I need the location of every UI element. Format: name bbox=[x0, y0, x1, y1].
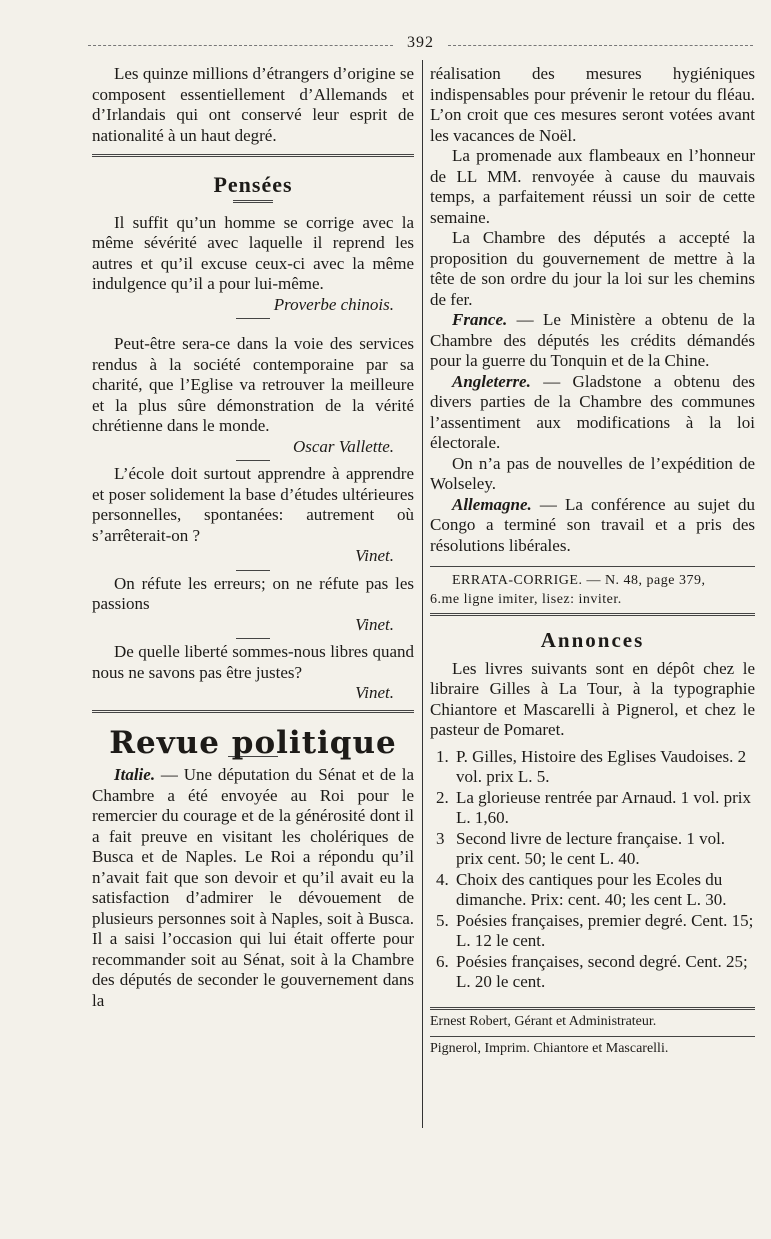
divider bbox=[236, 460, 270, 461]
list-item bbox=[430, 870, 755, 911]
list-item bbox=[430, 952, 755, 993]
pensees-heading: Pensées bbox=[213, 172, 293, 197]
divider bbox=[236, 318, 270, 319]
section-rule bbox=[430, 1036, 755, 1037]
country-label: Italie. bbox=[114, 765, 156, 784]
annonces-intro: Les livres suivants sont en dépôt chez le libraire Gilles à La Tour, à la typographie Chiantore et Mascarelli à Pignerol, et chez le pasteur de Pomaret. bbox=[430, 658, 755, 739]
section-rule bbox=[430, 1007, 755, 1010]
book-list bbox=[430, 747, 755, 993]
left-column bbox=[92, 64, 414, 1011]
item-text: Second livre de lecture française. 1 vol. prix cent. 50; le cent L. 40. bbox=[456, 828, 726, 868]
pensee-author: Proverbe chinois. bbox=[273, 294, 394, 314]
spacer bbox=[92, 322, 414, 334]
angleterre-paragraph bbox=[430, 372, 755, 454]
item-number: 2. bbox=[436, 787, 449, 807]
item-number: 3 bbox=[436, 828, 445, 848]
right-column bbox=[430, 64, 755, 1060]
annonces-heading: Annonces bbox=[540, 628, 645, 652]
section-rule bbox=[430, 613, 755, 616]
list-item bbox=[430, 911, 755, 952]
item-number: 4. bbox=[436, 869, 449, 889]
list-item bbox=[430, 829, 755, 870]
pensee-author: Vinet. bbox=[355, 683, 394, 702]
heading-ornament bbox=[233, 200, 273, 203]
item-text: La glorieuse rentrée par Arnaud. 1 vol. prix L. 1,60. bbox=[456, 787, 752, 827]
header-rule-right bbox=[448, 45, 753, 46]
pensee-text: Il suffit qu’un homme se corrige avec la même sévérité avec laquelle il reprend les autres et qu’il excuse ceux-ci avec la même indulgence qu’il a pour lui-même. bbox=[92, 212, 414, 293]
france-paragraph bbox=[430, 310, 755, 372]
allemagne-paragraph bbox=[430, 495, 755, 557]
pensee-text: De quelle liberté sommes-nous libres quand nous ne savons pas être justes? bbox=[92, 642, 414, 682]
errata-line: ERRATA-CORRIGE. — N. 48, page 379, bbox=[452, 573, 706, 588]
pensee-text: On réfute les erreurs; on ne réfute pas les passions bbox=[92, 573, 414, 613]
section-rule bbox=[92, 710, 414, 713]
item-number: 6. bbox=[436, 951, 449, 971]
item-text: Poésies françaises, premier degré. Cent. 15; L. 12 le cent. bbox=[456, 910, 754, 950]
item-text: Choix des cantiques pour les Ecoles du dimanche. Prix: cent. 40; les cent L. 30. bbox=[456, 869, 727, 909]
pensee-author: Vinet. bbox=[355, 614, 394, 634]
pensee-author: Vinet. bbox=[355, 546, 394, 565]
list-item bbox=[430, 747, 755, 788]
item-text: P. Gilles, Histoire des Eglises Vaudoises. 2 vol. prix L. 5. bbox=[456, 746, 747, 786]
news-paragraph: On n’a pas de nouvelles de l’expédition de Wolseley. bbox=[430, 453, 755, 493]
section-rule bbox=[430, 566, 755, 567]
angleterre-text: — Gladstone a obtenu des divers parties de la Chambre des communes l’assentiment aux modifications à la loi électorale. bbox=[430, 371, 755, 452]
page-header bbox=[88, 34, 753, 54]
news-paragraph: La promenade aux flambeaux en l’honneur de LL MM. renvoyée à cause du mauvais temps, a parfaitement réussi un soir de cette semaine. bbox=[430, 146, 755, 227]
pensee-text: Peut-être sera-ce dans la voie des services rendus à la société contemporaine par sa charité, que l’Eglise va retrouver la meilleure et la plus sûre démonstration de la vérité chrétienne dans le monde. bbox=[92, 334, 414, 435]
news-paragraph: La Chambre des députés a accepté la proposition du gouvernement de mettre à la tête de son ordre du jour la loi sur les chemins de fer. bbox=[430, 228, 755, 309]
intro-paragraph: Les quinze millions d’étrangers d’origine se composent essentiellement d’Allemands et d’Irlandais qui ont conservé leur esprit de nationalité à un haut degré. bbox=[92, 64, 414, 145]
divider bbox=[236, 570, 270, 571]
italie-text: — Une députation du Sénat et de la Chambre a été envoyée au Roi pour le remercier du courage et de la générosité dont il a fait preuve en visitant les cholériques de Busca et de Naples. Le Roi a répondu qu’il n’avait fait que son devoir et qu’il avait eu la satisfaction d’admirer le dévouement de plusieurs personnes soit à Naples, soit à Busca. Il a saisi l’occasion qui lui était offerte pour recommander soit au Sénat, soit à la Chambre des députés de seconder le gouvernement dans la bbox=[92, 765, 414, 1010]
printer-line: Pignerol, Imprim. Chiantore et Mascarelli. bbox=[430, 1041, 669, 1056]
column-divider bbox=[422, 60, 423, 1128]
allemagne-text: — La conférence au sujet du Congo a terminé son travail et a pris des résolutions libérales. bbox=[430, 494, 755, 555]
france-text: — Le Ministère a obtenu de la Chambre des députés les crédits démandés pour la guerre du Tonquin et de la Chine. bbox=[430, 310, 755, 370]
page-number: 392 bbox=[407, 34, 434, 51]
country-label: Angleterre. bbox=[452, 371, 531, 391]
divider bbox=[236, 638, 270, 639]
list-item bbox=[430, 788, 755, 829]
italie-paragraph bbox=[92, 765, 414, 1011]
country-label: Allemagne. bbox=[452, 494, 532, 514]
item-number: 5. bbox=[436, 910, 449, 930]
pensee-text: L’école doit surtout apprendre à apprendre et poser solidement la base d’études ultérieures personnelles, spontanées: autrement où s’arrêterait-on ? bbox=[92, 464, 414, 545]
country-label: France. bbox=[452, 310, 508, 329]
errata-block bbox=[430, 571, 755, 609]
revue-politique-heading: Revue politique bbox=[109, 724, 397, 761]
pensee-author: Oscar Vallette. bbox=[292, 436, 394, 456]
errata-line: 6.me ligne imiter, lisez: inviter. bbox=[430, 592, 622, 607]
news-paragraph: réalisation des mesures hygiéniques indispensables pour prévenir le retour du fléau. L’on croit que ces mesures seront votées avant les vacances de Noël. bbox=[430, 64, 755, 145]
section-rule bbox=[92, 154, 414, 157]
publisher-line: Ernest Robert, Gérant et Administrateur. bbox=[430, 1013, 657, 1029]
item-text: Poésies françaises, second degré. Cent. 25; L. 20 le cent. bbox=[456, 951, 748, 991]
item-number: 1. bbox=[436, 746, 449, 766]
